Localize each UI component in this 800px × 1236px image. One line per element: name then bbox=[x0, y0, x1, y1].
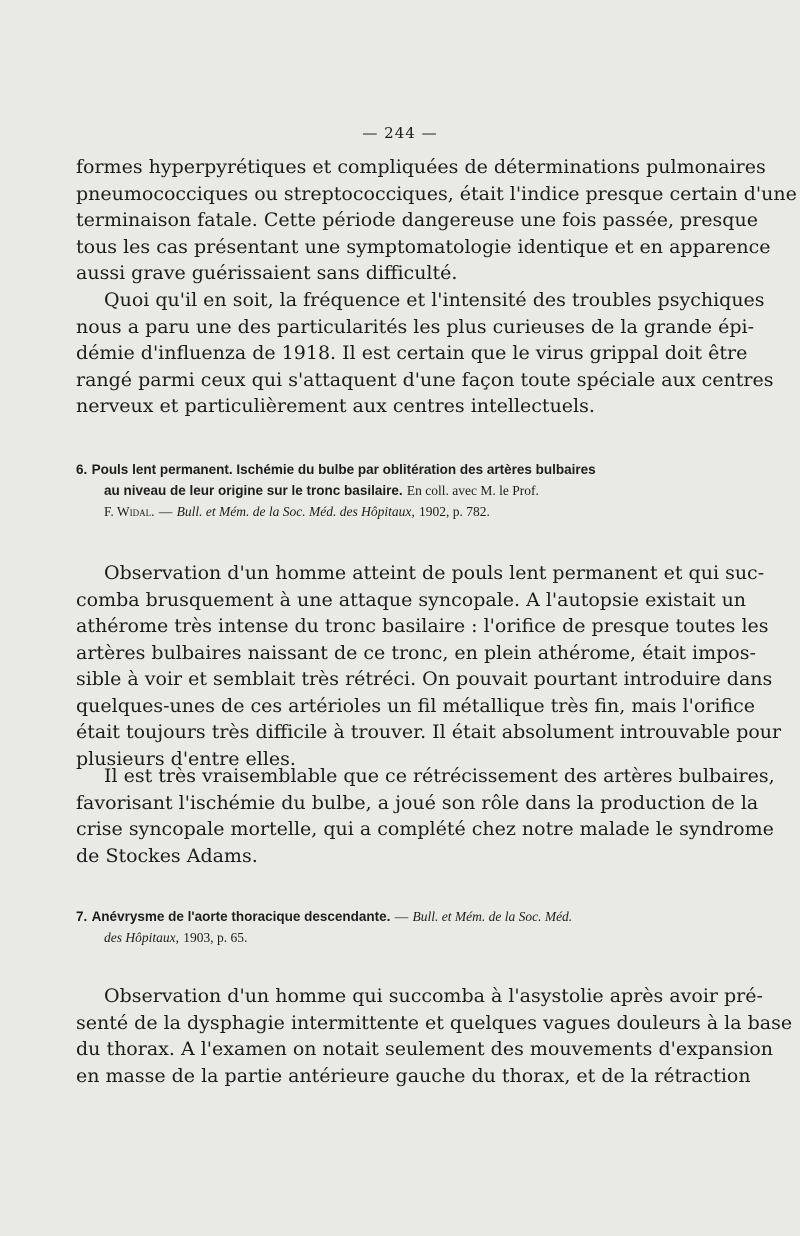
entry-source-continued: des Hôpitaux, bbox=[104, 930, 179, 945]
entry-title: Anévrysme de l'aorte thoracique descendante. bbox=[91, 909, 391, 924]
text-line: Observation d'un homme atteint de pouls lent permanent et qui suc- bbox=[104, 562, 765, 584]
text-line: de Stockes Adams. bbox=[76, 844, 258, 867]
text-line: nous a paru une des particularités les plus curieuses de la grande épi- bbox=[76, 315, 754, 338]
text-line: aussi grave guérissaient sans difficulté. bbox=[76, 262, 458, 284]
text-line: du thorax. A l'examen on notait seulement des mouvements d'expansion bbox=[76, 1038, 774, 1060]
text-line: crise syncopale mortelle, qui a complété chez notre malade le syndrome bbox=[76, 818, 774, 840]
paragraph-4 bbox=[76, 763, 775, 869]
paragraph-3 bbox=[76, 560, 782, 772]
text-line: démie d'influenza de 1918. Il est certain que le virus grippal doit être bbox=[76, 342, 748, 364]
bibliography-entry-6 bbox=[76, 459, 728, 522]
entry-dash: — bbox=[158, 504, 173, 519]
entry-reference: 1902, p. 782. bbox=[419, 504, 490, 519]
entry-reference: 1903, p. 65. bbox=[183, 930, 248, 945]
text-line: favorisant l'ischémie du bulbe, a joué son rôle dans la production de la bbox=[76, 791, 759, 814]
text-line: formes hyperpyrétiques et compliquées de déterminations pulmonaires bbox=[76, 156, 766, 178]
text-line: en masse de la partie antérieure gauche du thorax, et de la rétraction bbox=[76, 1064, 751, 1087]
text-line: tous les cas présentant une symptomatologie identique et en apparence bbox=[76, 235, 771, 258]
text-line: senté de la dysphagie intermittente et quelques vagues douleurs à la base bbox=[76, 1011, 793, 1034]
text-line: Quoi qu'il en soit, la fréquence et l'intensité des troubles psychiques bbox=[104, 289, 765, 311]
bibliography-entry-7 bbox=[76, 906, 728, 948]
paragraph-2 bbox=[76, 287, 774, 420]
entry-title: Pouls lent permanent. Ischémie du bulbe par oblitération des artères bulbaires bbox=[91, 462, 596, 477]
text-line: comba brusquement à une attaque syncopale. A l'autopsie existait un bbox=[76, 588, 747, 611]
text-line: nerveux et particulièrement aux centres intellectuels. bbox=[76, 395, 595, 417]
text-line: Il est très vraisemblable que ce rétrécissement des artères bulbaires, bbox=[104, 765, 775, 787]
text-line: terminaison fatale. Cette période dangereuse une fois passée, presque bbox=[76, 209, 758, 231]
entry-source: Bull. et Mém. de la Soc. Méd. des Hôpitaux, bbox=[176, 504, 415, 519]
entry-source: Bull. et Mém. de la Soc. Méd. bbox=[412, 909, 573, 924]
text-line: était toujours très difficile à trouver. Il était absolument introuvable pour bbox=[76, 721, 782, 743]
entry-collaboration: En coll. avec M. le Prof. bbox=[406, 483, 539, 498]
text-line: sible à voir et semblait très rétréci. On pouvait pourtant introduire dans bbox=[76, 668, 773, 690]
text-line: athérome très intense du tronc basilaire : l'orifice de presque toutes les bbox=[76, 615, 769, 637]
text-line: plusieurs d'entre elles. bbox=[76, 747, 296, 770]
paragraph-5 bbox=[76, 983, 793, 1089]
entry-dash: — bbox=[394, 909, 409, 924]
text-line: Observation d'un homme qui succomba à l'asystolie après avoir pré- bbox=[104, 985, 763, 1007]
entry-number: 7. bbox=[76, 909, 88, 924]
page-number: — 244 — bbox=[362, 124, 438, 142]
entry-number: 6. bbox=[76, 462, 88, 477]
text-line: pneumococciques ou streptococciques, était l'indice presque certain d'une bbox=[76, 182, 797, 205]
text-line: quelques-unes de ces artérioles un fil métallique très fin, mais l'orifice bbox=[76, 694, 756, 717]
entry-title-continued: au niveau de leur origine sur le tronc basilaire. bbox=[104, 483, 403, 498]
paragraph-1 bbox=[76, 154, 797, 287]
text-line: rangé parmi ceux qui s'attaquent d'une façon toute spéciale aux centres bbox=[76, 368, 774, 391]
text-line: artères bulbaires naissant de ce tronc, en plein athérome, était impos- bbox=[76, 641, 756, 664]
entry-author: F. Widal. bbox=[104, 504, 155, 519]
